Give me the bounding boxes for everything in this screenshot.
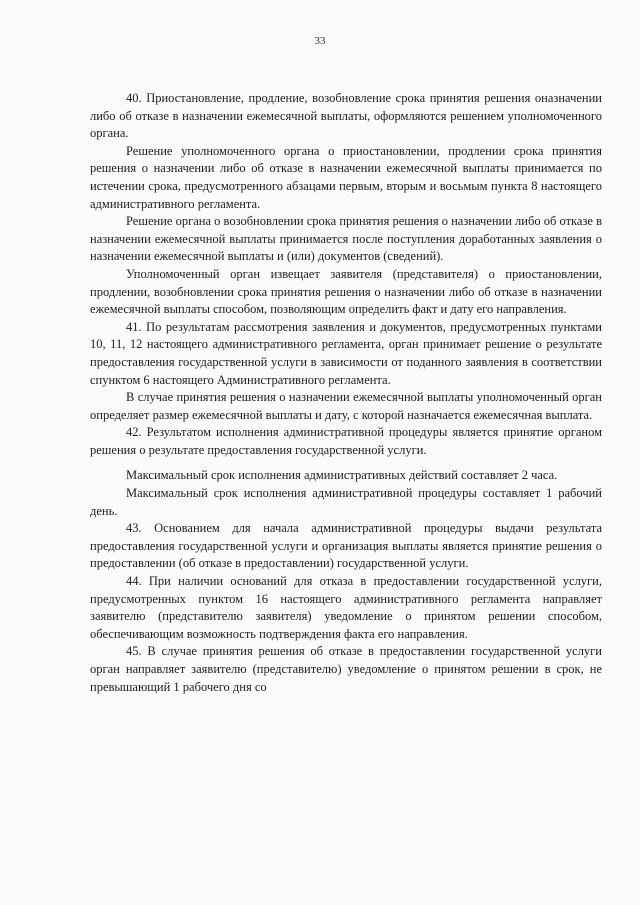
paragraph-42-max-time-actions: Максимальный срок исполнения административных действий составляет 2 часа. [126,468,558,483]
paragraph-44: 44. При наличии оснований для отказа в предоставлении государственной услуги, предусмотренных пунктом 16 настоящего административного регламента направляет заявителю (представителю заявителя) уведомление о принятом решении способом, обеспечивающим возможность подтверждения факта его направления. [90,574,602,641]
page-number: 33 [314,35,326,47]
paragraph-40-notification: Уполномоченный орган извещает заявителя (представителя) о приостановлении, продлении, возобновлении срока принятия решения о назначении либо об отказе в назначении ежемесячной выплаты способом, позволяющим определить факт и дату его направления. [90,266,602,317]
paragraph-43: 43. Основанием для начала административной процедуры выдачи результата предоставления государственной услуги и организация выплаты является принятие решения о предоставлении (об отказе в предоставлении) государственной услуги. [90,521,602,571]
paragraph-41: 41. По результатам рассмотрения заявления и документов, предусмотренных пунктами 10, 11, 12 настоящего административного регламента, орган принимает решение о результате предоставления государственной услуги в зависимости от поданного заявления в соответствии спунктом 6 настоящего Административного регламента. [90,319,602,387]
paragraph-40-decision-resumption: Решение органа о возобновлении срока принятия решения о назначении либо об отказе в назначении ежемесячной выплаты принимается после поступления доработанных заявления о назначении ежемесячной выплаты и (или) документов (сведений). [90,214,602,264]
paragraph-40: 40. Приостановление, продление, возобновление срока принятия решения оназначении либо об отказе в назначении ежемесячной выплаты, оформляются решением уполномоченного органа. [90,91,602,141]
document-body [90,90,602,696]
paragraph-42-max-time-procedure: Максимальный срок исполнения административной процедуры составляет 1 рабочий день. [90,486,602,518]
paragraph-45: 45. В случае принятия решения об отказе в предоставлении государственной услуги орган направляет заявителю (представителю) уведомление о принятом решении в срок, не превышающий 1 рабочего дня со [90,644,602,694]
paragraph-40-decision-suspension: Решение уполномоченного органа о приостановлении, продлении срока принятия решения о назначении либо об отказе в назначении ежемесячной выплаты принимается по истечении срока, предусмотренного абзацами первым, вторым и восьмым пункта 8 настоящего административного регламента. [90,143,602,211]
paragraph-42: 42. Результатом исполнения административной процедуры является принятие органом решения о результате предоставления государственной услуги. [90,425,602,457]
paragraph-41-payment-amount: В случае принятия решения о назначении ежемесячной выплаты уполномоченный орган определяет размер ежемесячной выплаты и дату, с которой назначается ежемесячная выплата. [90,390,602,422]
